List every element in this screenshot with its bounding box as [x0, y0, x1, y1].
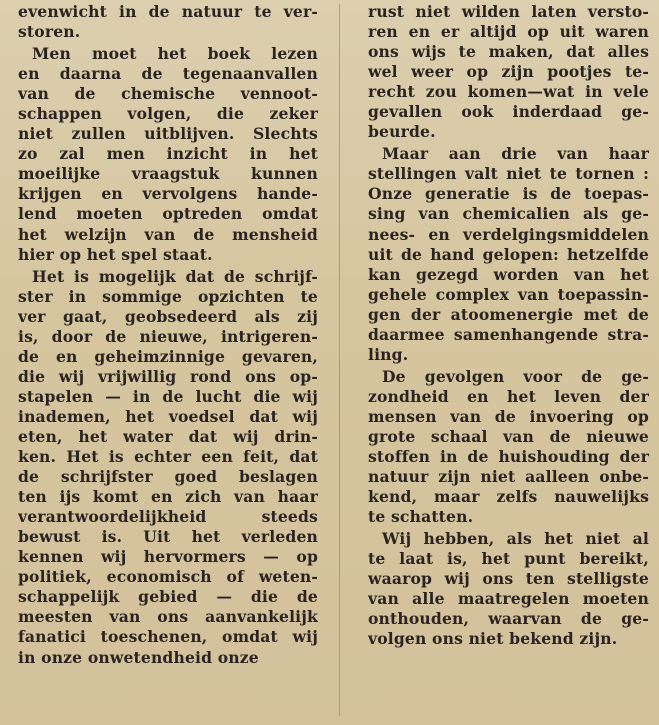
- text-line: gehele complex van toepassin-: [368, 284, 649, 304]
- paragraph: [18, 44, 318, 265]
- text-line: niet zullen uitblijven. Slechts: [18, 124, 318, 144]
- text-line: kennen wij hervormers — op: [18, 547, 318, 567]
- text-line: recht zou komen—wat in vele: [368, 82, 649, 102]
- text-line: storen.: [18, 22, 81, 42]
- text-line: te laat is, het punt bereikt,: [368, 549, 649, 569]
- paragraph: [368, 2, 649, 142]
- text-line: krijgen en vervolgens hande-: [18, 184, 318, 204]
- text-line: te schatten.: [368, 507, 474, 527]
- text-line: verantwoordelijkheid steeds: [18, 507, 318, 527]
- text-line: schappen volgen, die zeker: [18, 104, 318, 124]
- text-line: en daarna de tegenaanvallen: [18, 64, 318, 84]
- text-line: is, door de nieuwe, intrigeren-: [18, 326, 318, 346]
- text-line: waarop wij ons ten stelligste: [368, 569, 649, 589]
- paragraph: [18, 2, 318, 42]
- text-line: Het is mogelijk dat de schrijf-: [32, 266, 318, 286]
- text-line: de schrijfster goed beslagen: [18, 467, 318, 487]
- paragraph: [18, 267, 318, 668]
- text-line: van de chemische vennoot-: [18, 84, 318, 104]
- text-line: sing van chemicalien als ge-: [368, 204, 649, 224]
- paragraph: [368, 529, 649, 649]
- text-line: het welzijn van de mensheid: [18, 224, 318, 244]
- right-column: [368, 2, 649, 650]
- text-line: Onze generatie is de toepas-: [368, 184, 649, 204]
- text-line: die wij vrijwillig rond ons op-: [18, 366, 318, 386]
- text-line: kan gezegd worden van het: [368, 264, 649, 284]
- text-line: de en geheimzinnige gevaren,: [18, 346, 318, 366]
- text-line: volgen ons niet bekend zijn.: [368, 629, 618, 649]
- text-line: natuur zijn niet aalleen onbe-: [368, 467, 649, 487]
- text-line: wel weer op zijn pootjes te-: [368, 62, 649, 82]
- text-line: onthouden, waarvan de ge-: [368, 609, 649, 629]
- paragraph: [368, 367, 649, 527]
- text-line: politiek, economisch of weten-: [18, 567, 318, 587]
- text-line: inademen, het voedsel dat wij: [18, 406, 318, 426]
- text-line: Wij hebben, als het niet al: [382, 529, 649, 549]
- text-line: meesten van ons aanvankelijk: [18, 607, 318, 627]
- text-line: zondheid en het leven der: [368, 386, 649, 406]
- text-line: bewust is. Uit het verleden: [18, 527, 318, 547]
- text-line: evenwicht in de natuur te ver-: [18, 2, 318, 21]
- text-line: ken. Het is echter een feit, dat: [18, 447, 318, 467]
- text-line: stellingen valt niet te tornen :: [368, 164, 649, 184]
- text-line: grote schaal van de nieuwe: [368, 426, 649, 446]
- text-line: Men moet het boek lezen: [32, 44, 318, 64]
- text-line: schappelijk gebied — die de: [18, 587, 318, 607]
- text-line: ling.: [368, 344, 409, 364]
- text-line: rust niet wilden laten versto-: [368, 2, 649, 21]
- text-line: in onze onwetendheid onze: [18, 647, 259, 667]
- left-column: [18, 2, 318, 668]
- text-line: hier op het spel staat.: [18, 244, 213, 264]
- text-line: nees- en verdelgingsmiddelen: [368, 224, 649, 244]
- text-line: stapelen — in de lucht die wij: [18, 386, 318, 406]
- text-line: gevallen ook inderdaad ge-: [368, 102, 649, 122]
- text-line: kend, maar zelfs nauwelijks: [368, 487, 649, 507]
- text-line: De gevolgen voor de ge-: [382, 366, 649, 386]
- text-line: gen der atoomenergie met de: [368, 304, 649, 324]
- text-line: zo zal men inzicht in het: [18, 144, 318, 164]
- text-line: lend moeten optreden omdat: [18, 204, 318, 224]
- text-line: ten ijs komt en zich van haar: [18, 487, 318, 507]
- text-line: ons wijs te maken, dat alles: [368, 42, 649, 62]
- column-divider: [339, 4, 340, 716]
- text-line: ver gaat, geobsedeerd als zij: [18, 306, 318, 326]
- text-line: ren en er altijd op uit waren: [368, 22, 649, 42]
- text-line: van alle maatregelen moeten: [368, 589, 649, 609]
- text-line: mensen van de invoering op: [368, 406, 649, 426]
- text-line: moeilijke vraagstuk kunnen: [18, 164, 318, 184]
- text-line: eten, het water dat wij drin-: [18, 426, 318, 446]
- text-line: beurde.: [368, 122, 436, 142]
- text-line: daarmee samenhangende stra-: [368, 324, 649, 344]
- text-line: Maar aan drie van haar: [382, 144, 649, 164]
- paragraph: [368, 144, 649, 365]
- text-line: uit de hand gelopen: hetzelfde: [368, 244, 649, 264]
- text-line: ster in sommige opzichten te: [18, 286, 318, 306]
- text-line: fanatici toeschenen, omdat wij: [18, 627, 318, 647]
- text-line: stoffen in de huishouding der: [368, 447, 649, 467]
